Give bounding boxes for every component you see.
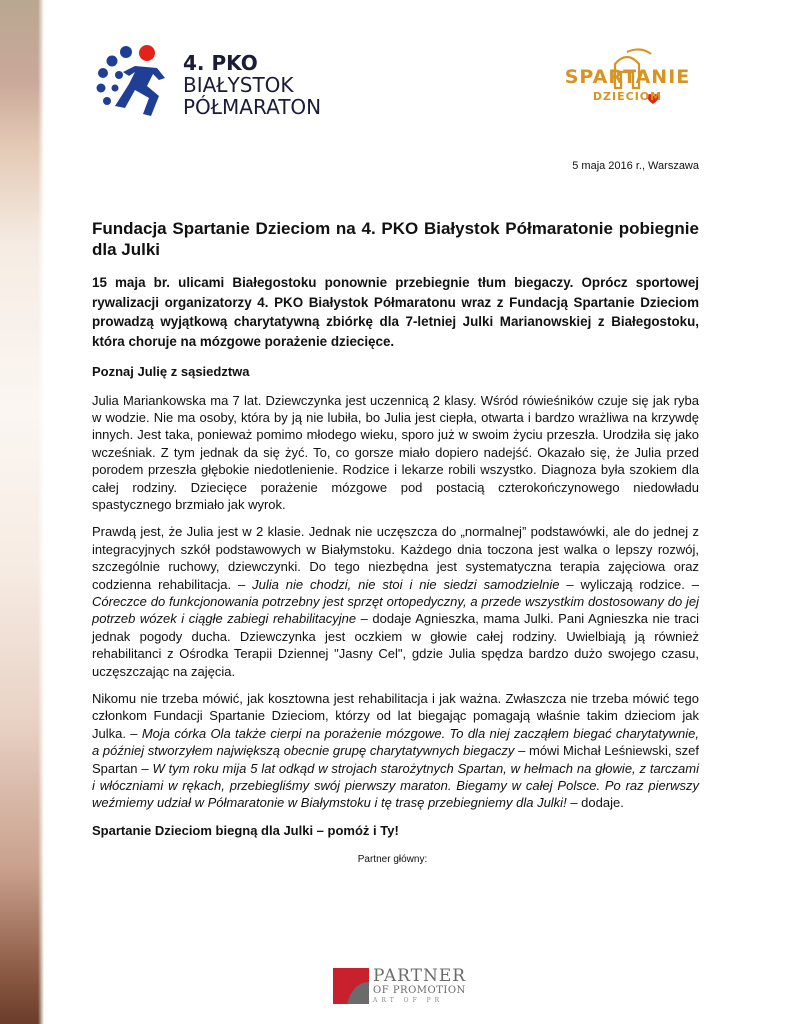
paragraph-2-text-2: – wyliczają rodzice. –: [566, 576, 699, 592]
partner-square-icon: [333, 968, 369, 1004]
pko-polmaraton-logo: [95, 44, 325, 124]
closing-line: Spartanie Dzieciom biegną dla Julki – pomóż i Ty!: [92, 822, 399, 838]
lead-paragraph: 15 maja br. ulicami Białegostoku ponownie przebiegnie tłum biegaczy. Oprócz sportowej rywalizacji organizatorzy 4. PKO Białystok Półmaratonu wraz z Fundacją Spartanie Dzieciom prowadzą wyjątkową charytatywną zbiórkę dla 7-letniej Julki Marianowskiej z Białegostoku, która choruje na mózgowe porażenie dziecięce.: [92, 275, 699, 349]
pko-logo-line2: BIAŁYSTOK: [183, 73, 294, 97]
paragraph-1: Julia Mariankowska ma 7 lat. Dziewczynka jest uczennicą 2 klasy. Wśród rówieśników czuje się jak ryba w wodzie. Nie ma osoby, która by ją nie lubiła, bo Julia jest ciepła, otwarta i bardzo wrażliwa na krzywdę innych. Jest taka, ponieważ pomimo młodego wieku, sporo już w swoim życiu przeszła. Urodziła się jako wcześniak. Z tym jednak da się żyć. To, co gorsze miało dopiero nadejść. Okazało się, że Julia przed porodem przeszła głębokie niedotlenienie. Rodzice i lekarze robili wszystko. Diagnoza była szokiem dla całej rodziny. Dziecięce porażenie mózgowe pod postacią czterokończynowego niedowładu spastycznego brzmiało jak wyrok.: [92, 392, 699, 512]
spartanie-logo-word: SPARTANIE: [564, 66, 691, 88]
decorative-spartan-strip: [0, 0, 44, 1024]
press-release-body: [92, 218, 699, 869]
paragraph-3-text-3: – dodaje.: [570, 795, 624, 811]
paragraph-2: [92, 523, 699, 680]
partner-label: Partner główny:: [357, 854, 428, 866]
pko-logo-line1: 4. PKO: [183, 51, 258, 75]
pko-logo-line3: PÓŁMARATON: [183, 95, 322, 119]
spartanie-dzieciom-logo: [555, 48, 700, 118]
paragraph-3-quote-1: Moja córka Ola także cierpi na porażenie mózgowe. To dla niej zacząłem biegać charytatywnie, a później stworzyłem największą obecnie grupę charytatywnych biegaczy: [92, 725, 699, 759]
partner-logo-art: ART OF PR: [373, 997, 444, 1004]
partner-logo-of: OF PROMOTION: [373, 985, 466, 996]
partner-of-promotion-logo: [333, 964, 473, 1006]
paragraph-3-quote-2: W tym roku mija 5 lat odkąd w strojach starożytnych Spartan, w hełmach na głowie, z tarczami i włóczniami w rękach, przebiegliśmy swój pierwszy maraton. Biegamy w całej Polsce. Po raz pierwszy weźmiemy udział w Półmaratonie w Białymstoku i tę trasę przebiegniemy dla Julki!: [92, 760, 699, 811]
paragraph-3-text-1: Nikomu nie trzeba mówić, jak kosztowna jest rehabilitacja i jak ważna. Zwłaszcza nie trzeba mówić tego członkom Fundacji Spartanie Dzieciom, którzy od lat biegając pomagają właśnie takim dzieciom jak Julka. –: [92, 691, 699, 741]
runner-icon: [95, 44, 175, 120]
section-subhead: Poznaj Julię z sąsiedztwa: [92, 364, 250, 379]
paragraph-2-quote-1: Julia nie chodzi, nie stoi i nie siedzi samodzielnie: [252, 576, 560, 592]
paragraph-2-text-1: Prawdą jest, że Julia jest w 2 klasie. Jednak nie uczęszcza do „normalnej” podstawówki, ale do jednej z integracyjnych szkół podstawowych w Białymstoku. Każdego dnia toczona jest walka o lepszy rozwój, szczególnie ruchowy, dziewczynki. Do tego niezbędna jest systematyczna terapia zajęciowa oraz codzienna rehabilitacja. –: [92, 524, 699, 592]
paragraph-3: [92, 690, 699, 812]
dateline: 5 maja 2016 r., Warszawa: [572, 160, 699, 172]
paragraph-3-text-2: – mówi Michał Leśniewski, szef Spartan –: [92, 743, 699, 776]
paragraph-2-quote-2: Córeczce do funkcjonowania potrzebny jest sprzęt ortopedyczny, a przede wszystkim dostosowany do jej potrzeb wózek i ciągłe zabiegi rehabilitacyjne: [92, 593, 699, 627]
paragraph-2-text-3: – dodaje Agnieszka, mama Julki. Pani Agnieszka nie traci jednak pogody ducha. Dziewczynka jest oczkiem w głowie całej rodziny. Uwielbiają ją również rehabilitanci z Ośrodka Terapii Dziennej "Jasny Cel", gdzie Julia spędza bardzo dużo swojego czasu, uczęszczając na zajęcia.: [92, 611, 699, 679]
headline: Fundacja Spartanie Dzieciom na 4. PKO Białystok Półmaratonie pobiegnie dla Julki: [92, 219, 699, 259]
spartanie-logo-sub: DZIECIOM: [592, 90, 663, 103]
partner-logo-word: PARTNER: [373, 966, 467, 986]
